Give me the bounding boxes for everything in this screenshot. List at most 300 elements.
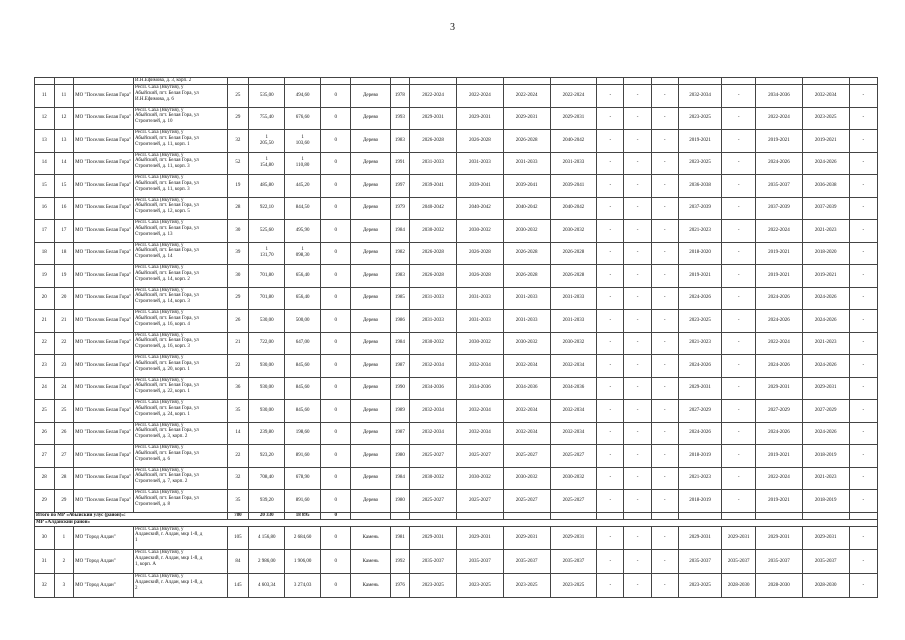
period-cell: - — [849, 220, 877, 243]
period-cell: - — [722, 265, 756, 288]
period-cell: - — [651, 220, 678, 243]
address-line: 2 — [134, 585, 138, 591]
address-line: Абыйский, пгт. Белая Гора, ул — [134, 405, 199, 411]
period-cell: 2030-2032 — [456, 332, 503, 355]
period-cell: 2032-2034 — [503, 422, 550, 445]
period-cell: 2026-2028 — [456, 265, 503, 288]
period-cell: 2030-2032 — [456, 467, 503, 490]
empty-cell — [503, 512, 550, 519]
mo-row-number: 15 — [54, 175, 74, 198]
address-line: Абыйский, пгт. Белая Гора, ул — [134, 225, 199, 231]
period-cell: 2024-2026 — [802, 152, 849, 175]
mo-row-number: 22 — [54, 332, 74, 355]
period-cell: 2034-2036 — [550, 377, 597, 400]
period-cell: 2035-2037 — [722, 550, 756, 574]
address-line: Абыйский, пгт. Белая Гора, ул — [134, 473, 199, 479]
wall-material: Дерево — [351, 175, 390, 198]
address — [133, 220, 227, 243]
nonresidential-area: 0 — [321, 400, 351, 423]
period-cell: 2040-2042 — [410, 197, 457, 220]
build-year: 1992 — [390, 550, 410, 574]
row-number: 15 — [35, 175, 55, 198]
address-line: РесП. Саха (Якутия), у — [134, 287, 184, 293]
period-cell: 2024-2026 — [756, 287, 803, 310]
period-cell: 2019-2021 — [802, 130, 849, 153]
period-cell: 2025-2027 — [456, 490, 503, 513]
apartments-count: 105 — [227, 526, 249, 550]
period-cell: 2025-2027 — [410, 445, 457, 468]
total-area: 701,80 — [249, 265, 285, 288]
period-cell: 2035-2037 — [802, 550, 849, 574]
table-row — [35, 574, 878, 598]
address-line: РесП. Саха (Якутия), у — [134, 265, 184, 270]
apartments-count: 26 — [227, 310, 249, 333]
period-cell: 2027-2029 — [756, 400, 803, 423]
empty-cell — [651, 512, 678, 519]
build-year: 1976 — [390, 574, 410, 598]
period-cell: 2040-2042 — [550, 197, 597, 220]
total-area: 939,20 — [249, 490, 285, 513]
municipality: МО "Поселок Белая Гора" — [74, 175, 134, 198]
build-year: 1984 — [390, 332, 410, 355]
period-cell: 2021-2023 — [678, 332, 722, 355]
period-cell: 2031-2033 — [410, 152, 457, 175]
period-cell: 2032-2034 — [456, 422, 503, 445]
period-cell: 2039-2041 — [410, 175, 457, 198]
period-cell: - — [597, 287, 624, 310]
build-year: 1980 — [390, 490, 410, 513]
period-cell: 2032-2034 — [678, 85, 722, 108]
mo-row-number: 20 — [54, 287, 74, 310]
mo-row-number: 11 — [54, 85, 74, 108]
empty-cell — [624, 512, 651, 519]
address-line: Строителей, д. 16, корп. 4 — [134, 321, 190, 327]
period-cell: 2018-2019 — [678, 490, 722, 513]
living-area: 845,60 — [285, 377, 321, 400]
period-cell: 2039-2041 — [456, 175, 503, 198]
empty-cell — [410, 512, 457, 519]
nonresidential-area: 0 — [321, 445, 351, 468]
table-row — [35, 310, 878, 333]
address-line: Абыйский, пгт. Белая Гора, ул — [134, 360, 199, 366]
row-number: 21 — [35, 310, 55, 333]
municipality: МО "Город Алдан" — [74, 574, 134, 598]
total-area: 708,40 — [249, 467, 285, 490]
period-cell: 2026-2028 — [503, 130, 550, 153]
build-year: 1987 — [390, 355, 410, 378]
period-cell: - — [849, 85, 877, 108]
build-year: 1982 — [390, 242, 410, 265]
address-fragment: И.Н.Ефимова, д. 3, корп. 2 — [133, 78, 227, 85]
living-area: 3 274,03 — [285, 574, 321, 598]
wall-material: Дерево — [351, 197, 390, 220]
municipality: МО "Поселок Белая Гора" — [74, 445, 134, 468]
build-year: 1983 — [390, 265, 410, 288]
build-year: 1984 — [390, 220, 410, 243]
period-cell: 2023-2025 — [678, 152, 722, 175]
period-cell: 2025-2027 — [410, 490, 457, 513]
nonresidential-area: 0 — [321, 332, 351, 355]
period-cell: 2034-2036 — [410, 377, 457, 400]
period-cell: 2031-2033 — [410, 287, 457, 310]
row-number: 19 — [35, 265, 55, 288]
apartments-count: 22 — [227, 355, 249, 378]
table-row — [35, 332, 878, 355]
period-cell: - — [624, 130, 651, 153]
living-area: 891,60 — [285, 490, 321, 513]
address-line: РесП. Саха (Якутия), у — [134, 467, 184, 473]
period-cell: 2029-2031 — [456, 526, 503, 550]
wall-material: Дерево — [351, 152, 390, 175]
period-cell: 2031-2033 — [456, 287, 503, 310]
period-cell: - — [849, 242, 877, 265]
period-cell: - — [597, 220, 624, 243]
total-area: 1 131,70 — [249, 242, 285, 265]
period-cell: 2030-2032 — [503, 467, 550, 490]
build-year: 1985 — [390, 287, 410, 310]
period-cell: 2040-2042 — [503, 197, 550, 220]
address-line: 1, корп. А — [134, 561, 156, 567]
period-cell: - — [722, 490, 756, 513]
period-cell: - — [651, 175, 678, 198]
empty-cell — [456, 512, 503, 519]
period-cell: - — [624, 107, 651, 130]
subtotal-total-area: 20 330 — [249, 512, 285, 519]
municipality: МО "Поселок Белая Гора" — [74, 265, 134, 288]
period-cell: 2037-2039 — [756, 197, 803, 220]
period-cell: - — [722, 422, 756, 445]
address — [133, 550, 227, 574]
municipality: МО "Поселок Белая Гора" — [74, 422, 134, 445]
apartments-count: 35 — [227, 400, 249, 423]
row-number: 31 — [35, 550, 55, 574]
period-cell: - — [651, 422, 678, 445]
period-cell: 2024-2026 — [756, 310, 803, 333]
nonresidential-area: 0 — [321, 574, 351, 598]
wall-material: Дерево — [351, 355, 390, 378]
period-cell: 2031-2033 — [550, 152, 597, 175]
period-cell: - — [651, 85, 678, 108]
total-area: 535,00 — [249, 85, 285, 108]
municipality: МО "Поселок Белая Гора" — [74, 242, 134, 265]
empty-cell — [351, 512, 390, 519]
total-area: 701,80 — [249, 287, 285, 310]
build-year: 1991 — [390, 152, 410, 175]
period-cell: - — [597, 550, 624, 574]
period-cell: 2024-2026 — [802, 422, 849, 445]
total-area: 4 603,34 — [249, 574, 285, 598]
municipality: МО "Поселок Белая Гора" — [74, 467, 134, 490]
table-row — [35, 85, 878, 108]
period-cell: - — [597, 265, 624, 288]
period-cell: - — [849, 574, 877, 598]
table-row — [35, 265, 878, 288]
table-row — [35, 422, 878, 445]
period-cell: 2026-2028 — [550, 242, 597, 265]
period-cell: 2024-2026 — [756, 355, 803, 378]
period-cell: 2018-2020 — [678, 242, 722, 265]
period-cell: 2019-2021 — [678, 265, 722, 288]
municipality: МО "Поселок Белая Гора" — [74, 130, 134, 153]
apartments-count: 25 — [227, 85, 249, 108]
address-line: Абыйский, пгт. Белая Гора, ул — [134, 293, 199, 299]
period-cell: - — [597, 152, 624, 175]
living-area: 844,50 — [285, 197, 321, 220]
period-cell: - — [849, 355, 877, 378]
address-line: РесП. Саха (Якутия), у — [134, 130, 184, 135]
build-year: 1984 — [390, 467, 410, 490]
period-cell: - — [849, 332, 877, 355]
nonresidential-area: 0 — [321, 152, 351, 175]
mo-row-number: 21 — [54, 310, 74, 333]
mo-row-number: 27 — [54, 445, 74, 468]
period-cell: 2040-2042 — [550, 130, 597, 153]
period-cell: 2029-2031 — [722, 526, 756, 550]
period-cell: - — [722, 332, 756, 355]
row-number: 20 — [35, 287, 55, 310]
address — [133, 422, 227, 445]
address-line: РесП. Саха (Якутия), у — [134, 175, 184, 180]
wall-material: Дерево — [351, 400, 390, 423]
living-area: 845,60 — [285, 355, 321, 378]
period-cell: 2026-2028 — [410, 242, 457, 265]
period-cell: - — [651, 265, 678, 288]
period-cell: 2018-2019 — [802, 445, 849, 468]
period-cell: 2032-2034 — [410, 355, 457, 378]
address-line: Абыйский, пгт. Белая Гора, ул — [134, 338, 199, 344]
apartments-count: 30 — [227, 265, 249, 288]
section-row — [35, 519, 878, 526]
period-cell: - — [597, 490, 624, 513]
period-cell: - — [849, 400, 877, 423]
address-line: РесП. Саха (Якутия), у — [134, 490, 184, 495]
address — [133, 130, 227, 153]
period-cell: - — [624, 377, 651, 400]
living-area: 1 103,60 — [285, 130, 321, 153]
period-cell: - — [597, 310, 624, 333]
period-cell: - — [624, 152, 651, 175]
period-cell: 2024-2026 — [756, 152, 803, 175]
period-cell: 2030-2032 — [410, 332, 457, 355]
period-cell: 2037-2039 — [678, 197, 722, 220]
period-cell: 2024-2026 — [802, 287, 849, 310]
apartments-count: 52 — [227, 152, 249, 175]
period-cell: 2027-2029 — [678, 400, 722, 423]
period-cell: 2030-2032 — [456, 220, 503, 243]
period-cell: 2025-2027 — [456, 445, 503, 468]
mo-row-number: 25 — [54, 400, 74, 423]
period-cell: 2035-2037 — [456, 550, 503, 574]
period-cell: 2028-2030 — [756, 574, 803, 598]
mo-row-number: 1 — [54, 526, 74, 550]
page-number: 3 — [450, 22, 455, 33]
period-cell: 2030-2032 — [503, 220, 550, 243]
address-line: Абыйский, пгт. Белая Гора, ул — [134, 270, 199, 276]
total-area: 1 154,80 — [249, 152, 285, 175]
apartments-count: 145 — [227, 574, 249, 598]
table-row — [35, 400, 878, 423]
table-row — [35, 287, 878, 310]
wall-material: Дерево — [351, 422, 390, 445]
row-number: 17 — [35, 220, 55, 243]
living-area: 678,90 — [285, 467, 321, 490]
period-cell: 2032-2034 — [802, 85, 849, 108]
period-cell: - — [849, 526, 877, 550]
period-cell: 2018-2020 — [802, 242, 849, 265]
period-cell: 2024-2026 — [678, 287, 722, 310]
address-line: Строителей, д. 16, корп. 3 — [134, 344, 190, 350]
period-cell: 2029-2031 — [503, 526, 550, 550]
period-cell: 2018-2019 — [802, 490, 849, 513]
period-cell: 2030-2032 — [503, 332, 550, 355]
nonresidential-area: 0 — [321, 242, 351, 265]
address — [133, 445, 227, 468]
address-line: Строителей, д. 7, корп. 2 — [134, 479, 188, 485]
period-cell: - — [722, 310, 756, 333]
address-line: Абыйский, пгт. Белая Гора, ул — [134, 248, 199, 254]
period-cell: - — [849, 310, 877, 333]
build-year: 1983 — [390, 130, 410, 153]
period-cell: - — [849, 197, 877, 220]
row-number: 22 — [35, 332, 55, 355]
period-cell: 2029-2031 — [802, 377, 849, 400]
municipality: МО "Поселок Белая Гора" — [74, 355, 134, 378]
address — [133, 107, 227, 130]
period-cell: 2035-2037 — [503, 550, 550, 574]
municipality: МО "Поселок Белая Гора" — [74, 287, 134, 310]
period-cell: - — [722, 445, 756, 468]
period-cell: 2032-2034 — [456, 355, 503, 378]
table-row — [35, 152, 878, 175]
period-cell: - — [651, 445, 678, 468]
period-cell: - — [597, 467, 624, 490]
living-area: 647,00 — [285, 332, 321, 355]
living-area: 495,90 — [285, 220, 321, 243]
living-area: 656,40 — [285, 265, 321, 288]
period-cell: - — [849, 467, 877, 490]
period-cell: - — [624, 287, 651, 310]
row-number: 25 — [35, 400, 55, 423]
period-cell: - — [624, 242, 651, 265]
living-area: 2 684,60 — [285, 526, 321, 550]
build-year: 1979 — [390, 197, 410, 220]
address-line: Строителей, д. 14 — [134, 254, 173, 260]
period-cell: 2024-2026 — [802, 310, 849, 333]
apartments-count: 35 — [227, 490, 249, 513]
municipality: МО "Город Алдан" — [74, 550, 134, 574]
mo-row-number: 17 — [54, 220, 74, 243]
period-cell: - — [849, 152, 877, 175]
wall-material: Дерево — [351, 490, 390, 513]
period-cell: 2026-2028 — [410, 265, 457, 288]
address-line: РесП. Саха (Якутия), у — [134, 310, 184, 315]
period-cell: - — [597, 85, 624, 108]
address-line: Строителей, д. 14, корп. 3 — [134, 299, 190, 305]
row-number: 32 — [35, 574, 55, 598]
period-cell: 2026-2028 — [503, 265, 550, 288]
apartments-count: 39 — [227, 242, 249, 265]
nonresidential-area: 0 — [321, 197, 351, 220]
period-cell: - — [624, 467, 651, 490]
nonresidential-area: 0 — [321, 422, 351, 445]
empty-cell — [802, 512, 849, 519]
period-cell: - — [597, 197, 624, 220]
period-cell: 2039-2041 — [503, 175, 550, 198]
period-cell: 2029-2031 — [503, 107, 550, 130]
period-cell: - — [722, 197, 756, 220]
period-cell: 2034-2036 — [756, 85, 803, 108]
period-cell: - — [849, 422, 877, 445]
period-cell: 2031-2033 — [550, 310, 597, 333]
address-line: РесП. Саха (Якутия), у — [134, 332, 184, 338]
address-line: 1 — [134, 538, 138, 544]
period-cell: - — [651, 197, 678, 220]
period-cell: 2030-2032 — [550, 467, 597, 490]
period-cell: - — [624, 175, 651, 198]
period-cell: - — [597, 242, 624, 265]
empty-cell — [756, 512, 803, 519]
build-year: 1987 — [390, 422, 410, 445]
municipality: МО "Поселок Белая Гора" — [74, 85, 134, 108]
period-cell: 2032-2034 — [503, 355, 550, 378]
period-cell: - — [597, 107, 624, 130]
address-line: Абыйский, пгт. Белая Гора, ул — [134, 113, 199, 119]
address-line: РесП. Саха (Якутия), у — [134, 422, 184, 428]
period-cell: 2019-2021 — [756, 445, 803, 468]
period-cell: 2036-2038 — [802, 175, 849, 198]
period-cell: - — [624, 550, 651, 574]
mo-row-number: 19 — [54, 265, 74, 288]
apartments-count: 14 — [227, 422, 249, 445]
nonresidential-area: 0 — [321, 85, 351, 108]
total-area: 530,00 — [249, 310, 285, 333]
period-cell: 2025-2027 — [503, 490, 550, 513]
mo-row-number: 2 — [54, 550, 74, 574]
period-cell: - — [722, 85, 756, 108]
period-cell: - — [624, 197, 651, 220]
address-line: Строителей, д. 6 — [134, 456, 170, 462]
address — [133, 310, 227, 333]
wall-material: Камень — [351, 574, 390, 598]
table-row — [35, 526, 878, 550]
period-cell: - — [651, 467, 678, 490]
municipality: МО "Поселок Белая Гора" — [74, 107, 134, 130]
mo-row-number: 29 — [54, 490, 74, 513]
period-cell: 2031-2033 — [456, 310, 503, 333]
period-cell: 2023-2025 — [678, 107, 722, 130]
period-cell: 2019-2021 — [756, 130, 803, 153]
period-cell: 2026-2028 — [456, 242, 503, 265]
period-cell: 2029-2031 — [678, 377, 722, 400]
period-cell: - — [849, 445, 877, 468]
table-row — [35, 490, 878, 513]
address — [133, 355, 227, 378]
municipality: МО "Поселок Белая Гора" — [74, 377, 134, 400]
address — [133, 490, 227, 513]
municipality: МО "Поселок Белая Гора" — [74, 490, 134, 513]
living-area: 656,40 — [285, 287, 321, 310]
apartments-count: 84 — [227, 550, 249, 574]
address-line: Абыйский, пгт. Белая Гора, ул — [134, 135, 199, 141]
period-cell: 2022-2024 — [756, 332, 803, 355]
period-cell: 2035-2037 — [678, 550, 722, 574]
address-line: РесП. Саха (Якутия), у — [134, 220, 184, 225]
wall-material: Камень — [351, 550, 390, 574]
wall-material: Дерево — [351, 130, 390, 153]
period-cell: - — [624, 422, 651, 445]
period-cell: - — [597, 445, 624, 468]
wall-material: Дерево — [351, 287, 390, 310]
